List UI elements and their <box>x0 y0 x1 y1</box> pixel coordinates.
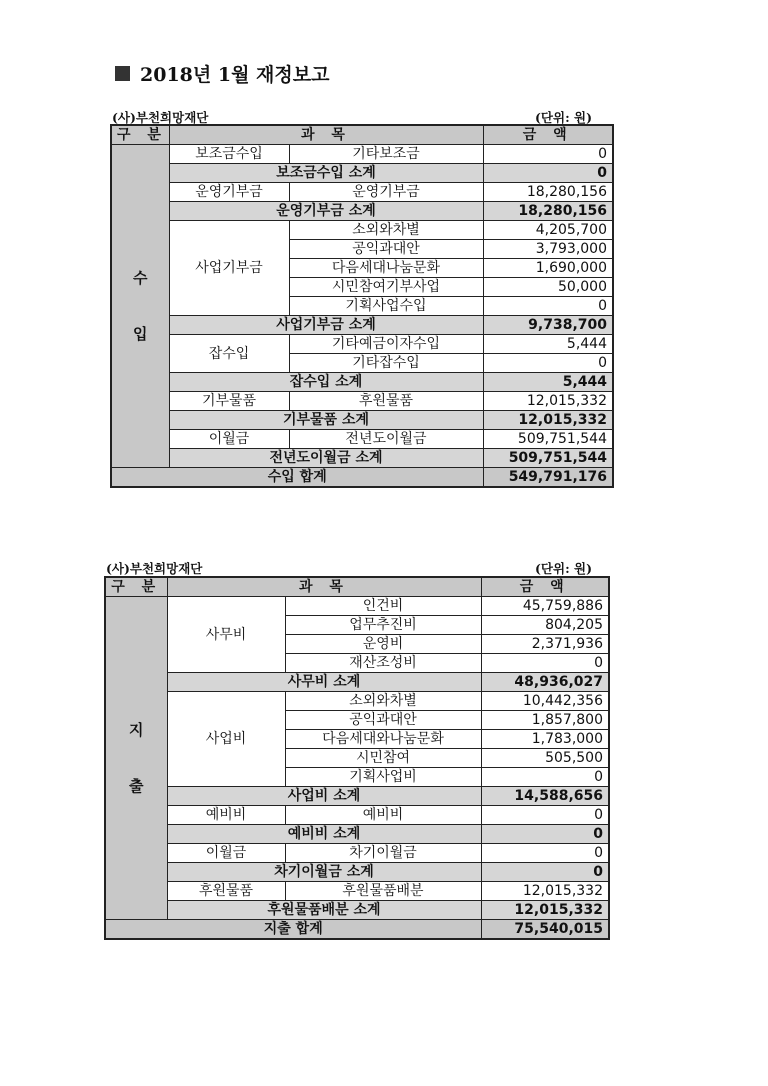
subtotal-label: 사업비 소계 <box>167 787 481 806</box>
item-amount: 1,690,000 <box>483 259 613 278</box>
subtotal-label: 운영기부금 소계 <box>169 202 483 221</box>
subtotal-label: 기부물품 소계 <box>169 411 483 430</box>
item-name: 기타잡수입 <box>289 354 483 373</box>
header-category: 구 분 <box>111 125 169 145</box>
group-name: 사업기부금 <box>169 221 289 316</box>
item-amount: 0 <box>483 145 613 164</box>
item-name: 후원물품 <box>289 392 483 411</box>
item-amount: 12,015,332 <box>481 882 609 901</box>
group-name: 이월금 <box>167 844 285 863</box>
income-table <box>110 124 614 488</box>
item-amount: 505,500 <box>481 749 609 768</box>
item-name: 업무추진비 <box>285 616 481 635</box>
group-name: 이월금 <box>169 430 289 449</box>
table-row <box>105 882 609 901</box>
table-row <box>105 692 609 711</box>
subtotal-label: 잡수입 소계 <box>169 373 483 392</box>
item-name: 기획사업수입 <box>289 297 483 316</box>
item-name: 운영기부금 <box>289 183 483 202</box>
total-label: 지출 합계 <box>105 920 481 940</box>
item-name: 전년도이월금 <box>289 430 483 449</box>
table-row <box>111 392 613 411</box>
item-name: 기획사업비 <box>285 768 481 787</box>
item-name: 차기이월금 <box>285 844 481 863</box>
table-row <box>105 597 609 616</box>
income-org-name: (사)부천희망재단 <box>112 110 209 125</box>
subtotal-amount: 12,015,332 <box>481 901 609 920</box>
subtotal-row <box>111 449 613 468</box>
table-row <box>105 806 609 825</box>
item-name: 소외와차별 <box>285 692 481 711</box>
item-name: 후원물품배분 <box>285 882 481 901</box>
subtotal-row <box>105 673 609 692</box>
subtotal-amount: 18,280,156 <box>483 202 613 221</box>
subtotal-row <box>111 411 613 430</box>
item-amount: 45,759,886 <box>481 597 609 616</box>
subtotal-amount: 509,751,544 <box>483 449 613 468</box>
category-char: 입 <box>133 325 148 343</box>
group-name: 기부물품 <box>169 392 289 411</box>
group-name: 사업비 <box>167 692 285 787</box>
subtotal-amount: 9,738,700 <box>483 316 613 335</box>
table-row <box>111 430 613 449</box>
item-name: 기타예금이자수입 <box>289 335 483 354</box>
item-name: 시민참여기부사업 <box>289 278 483 297</box>
item-name: 시민참여 <box>285 749 481 768</box>
item-amount: 509,751,544 <box>483 430 613 449</box>
header-subject: 과 목 <box>167 577 481 597</box>
total-row <box>111 468 613 488</box>
subtotal-amount: 0 <box>481 825 609 844</box>
expense-table <box>104 576 610 940</box>
item-amount: 1,783,000 <box>481 730 609 749</box>
item-name: 인건비 <box>285 597 481 616</box>
header-category: 구 분 <box>105 577 167 597</box>
subtotal-label: 전년도이월금 소계 <box>169 449 483 468</box>
category-cell <box>111 145 169 468</box>
item-name: 운영비 <box>285 635 481 654</box>
item-amount: 4,205,700 <box>483 221 613 240</box>
item-name: 예비비 <box>285 806 481 825</box>
item-name: 기타보조금 <box>289 145 483 164</box>
item-amount: 10,442,356 <box>481 692 609 711</box>
item-name: 공익과대안 <box>285 711 481 730</box>
header-amount: 금 액 <box>481 577 609 597</box>
item-amount: 0 <box>481 654 609 673</box>
subtotal-row <box>111 316 613 335</box>
total-amount: 75,540,015 <box>481 920 609 940</box>
header-row <box>111 125 613 145</box>
subtotal-row <box>111 202 613 221</box>
group-name: 예비비 <box>167 806 285 825</box>
income-unit: (단위: 원) <box>535 110 593 125</box>
group-name: 잡수입 <box>169 335 289 373</box>
subtotal-amount: 0 <box>481 863 609 882</box>
total-amount: 549,791,176 <box>483 468 613 488</box>
item-name: 다음세대와나눔문화 <box>285 730 481 749</box>
item-amount: 18,280,156 <box>483 183 613 202</box>
header-subject: 과 목 <box>169 125 483 145</box>
total-row <box>105 920 609 940</box>
category-char: 수 <box>133 269 148 287</box>
subtotal-label: 사업기부금 소계 <box>169 316 483 335</box>
item-name: 공익과대안 <box>289 240 483 259</box>
subtotal-amount: 5,444 <box>483 373 613 392</box>
item-amount: 12,015,332 <box>483 392 613 411</box>
subtotal-label: 예비비 소계 <box>167 825 481 844</box>
subtotal-row <box>111 373 613 392</box>
group-name: 사무비 <box>167 597 285 673</box>
category-cell <box>105 597 167 920</box>
category-char: 출 <box>129 777 144 795</box>
group-name: 보조금수입 <box>169 145 289 164</box>
subtotal-row <box>105 863 609 882</box>
item-amount: 5,444 <box>483 335 613 354</box>
total-label: 수입 합계 <box>111 468 483 488</box>
item-amount: 0 <box>483 297 613 316</box>
subtotal-row <box>105 787 609 806</box>
item-amount: 0 <box>481 768 609 787</box>
subtotal-amount: 12,015,332 <box>483 411 613 430</box>
item-amount: 3,793,000 <box>483 240 613 259</box>
subtotal-label: 사무비 소계 <box>167 673 481 692</box>
table-row <box>111 183 613 202</box>
item-amount: 0 <box>481 844 609 863</box>
category-char: 지 <box>129 721 144 739</box>
subtotal-amount: 0 <box>483 164 613 183</box>
item-amount: 804,205 <box>481 616 609 635</box>
expense-org-name: (사)부천희망재단 <box>106 561 203 576</box>
item-name: 소외와차별 <box>289 221 483 240</box>
subtotal-row <box>105 901 609 920</box>
subtotal-label: 차기이월금 소계 <box>167 863 481 882</box>
table-row <box>111 221 613 240</box>
item-amount: 50,000 <box>483 278 613 297</box>
item-amount: 0 <box>481 806 609 825</box>
subtotal-label: 보조금수입 소계 <box>169 164 483 183</box>
square-bullet-icon <box>115 66 130 81</box>
subtotal-row <box>105 825 609 844</box>
table-row <box>111 145 613 164</box>
item-amount: 1,857,800 <box>481 711 609 730</box>
table-row <box>111 335 613 354</box>
header-amount: 금 액 <box>483 125 613 145</box>
table-row <box>105 844 609 863</box>
item-amount: 2,371,936 <box>481 635 609 654</box>
item-name: 재산조성비 <box>285 654 481 673</box>
subtotal-amount: 14,588,656 <box>481 787 609 806</box>
subtotal-row <box>111 164 613 183</box>
group-name: 후원물품 <box>167 882 285 901</box>
subtotal-amount: 48,936,027 <box>481 673 609 692</box>
page-title <box>115 60 329 87</box>
header-row <box>105 577 609 597</box>
subtotal-label: 후원물품배분 소계 <box>167 901 481 920</box>
expense-unit: (단위: 원) <box>535 561 593 576</box>
item-amount: 0 <box>483 354 613 373</box>
page-title-text: 2018년 1월 재정보고 <box>140 64 330 86</box>
item-name: 다음세대나눔문화 <box>289 259 483 278</box>
group-name: 운영기부금 <box>169 183 289 202</box>
